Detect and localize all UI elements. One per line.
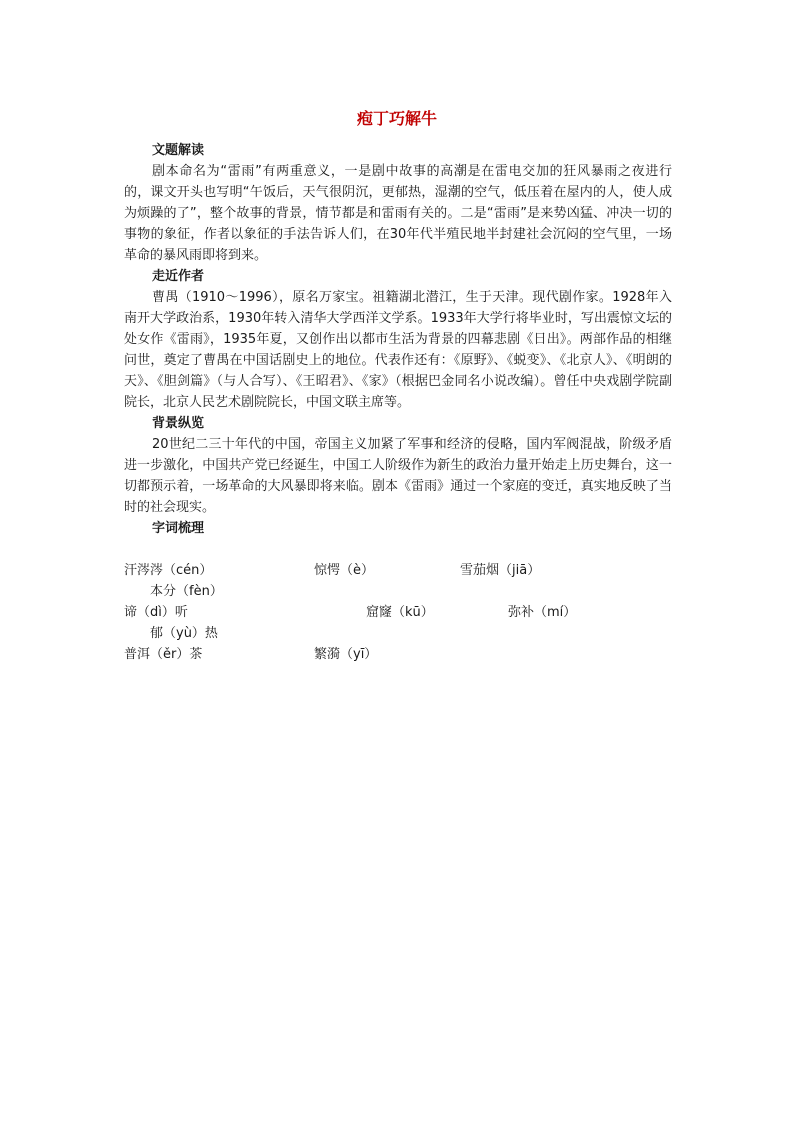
- vocabulary-list: [124, 560, 672, 665]
- section-heading-background: 背景纵览: [152, 416, 205, 431]
- section-heading-author: 走近作者: [152, 269, 205, 284]
- vocab-item: 窟窿（kū）: [366, 605, 434, 620]
- section-heading-title-reading: 文题解读: [152, 143, 205, 158]
- vocab-item: 普洱（ěr）茶: [124, 647, 203, 662]
- vocab-item: 雪茄烟（jiā）: [460, 563, 541, 578]
- vocab-item: 汗涔涔（cén）: [124, 563, 213, 578]
- vocab-item: 郁（yù）热: [150, 626, 218, 641]
- section-body-author: 曹禺（1910～1996），原名万家宝。祖籍湖北潜江，生于天津。现代剧作家。1928年入南开大学政治系，1930年转入清华大学西洋文学系。1933年大学行将毕业时，写出震惊文坛的处女作《雷雨》，1935年夏，又创作出以都市生活为背景的四幕悲剧《日出》。两部作品的相继问世，奠定了曹禺在中国话剧史上的地位。代表作还有：《原野》、《蜕变》、《北京人》、《明朗的天》、《胆剑篇》（与人合写）、《王昭君》、《家》（根据巴金同名小说改编）。曾任中央戏剧学院副院长，北京人民艺术剧院院长，中国文联主席等。: [124, 290, 672, 410]
- vocab-row: [124, 602, 672, 623]
- vocab-item: 本分（fèn）: [150, 584, 223, 599]
- vocab-row: [124, 560, 672, 581]
- vocab-item: 繁漪（yī）: [314, 647, 378, 662]
- vocab-row: [124, 644, 672, 665]
- vocab-item: 惊愕（è）: [314, 563, 374, 578]
- section-heading-vocabulary: 字词梳理: [152, 521, 205, 536]
- section-body-title-reading: 剧本命名为“雷雨”有两重意义，一是剧中故事的高潮是在雷电交加的狂风暴雨之夜进行的，课文开头也写明“午饭后，天气很阴沉，更郁热，湿潮的空气，低压着在屋内的人，使人成为烦躁的了”，整个故事的背景，情节都是和雷雨有关的。二是“雷雨”是来势凶猛、冲决一切的事物的象征，作者以象征的手法告诉人们，在30年代半殖民地半封建社会沉闷的空气里，一场革命的暴风雨即将到来。: [124, 164, 672, 263]
- vocab-item: 弥补（mí）: [508, 605, 577, 620]
- document-title: 疱丁巧解牛: [356, 109, 437, 128]
- vocab-row: [124, 581, 672, 602]
- section-body-background: 20世纪二三十年代的中国，帝国主义加紧了军事和经济的侵略，国内军阀混战，阶级矛盾进一步激化，中国共产党已经诞生，中国工人阶级作为新生的政治力量开始走上历史舞台，这一切都预示着，一场革命的大风暴即将来临。剧本《雷雨》通过一个家庭的变迁，真实地反映了当时的社会现实。: [124, 437, 672, 515]
- vocab-row: [124, 623, 672, 644]
- vocab-item: 谛（dì）听: [124, 605, 188, 620]
- document-body: [124, 140, 672, 665]
